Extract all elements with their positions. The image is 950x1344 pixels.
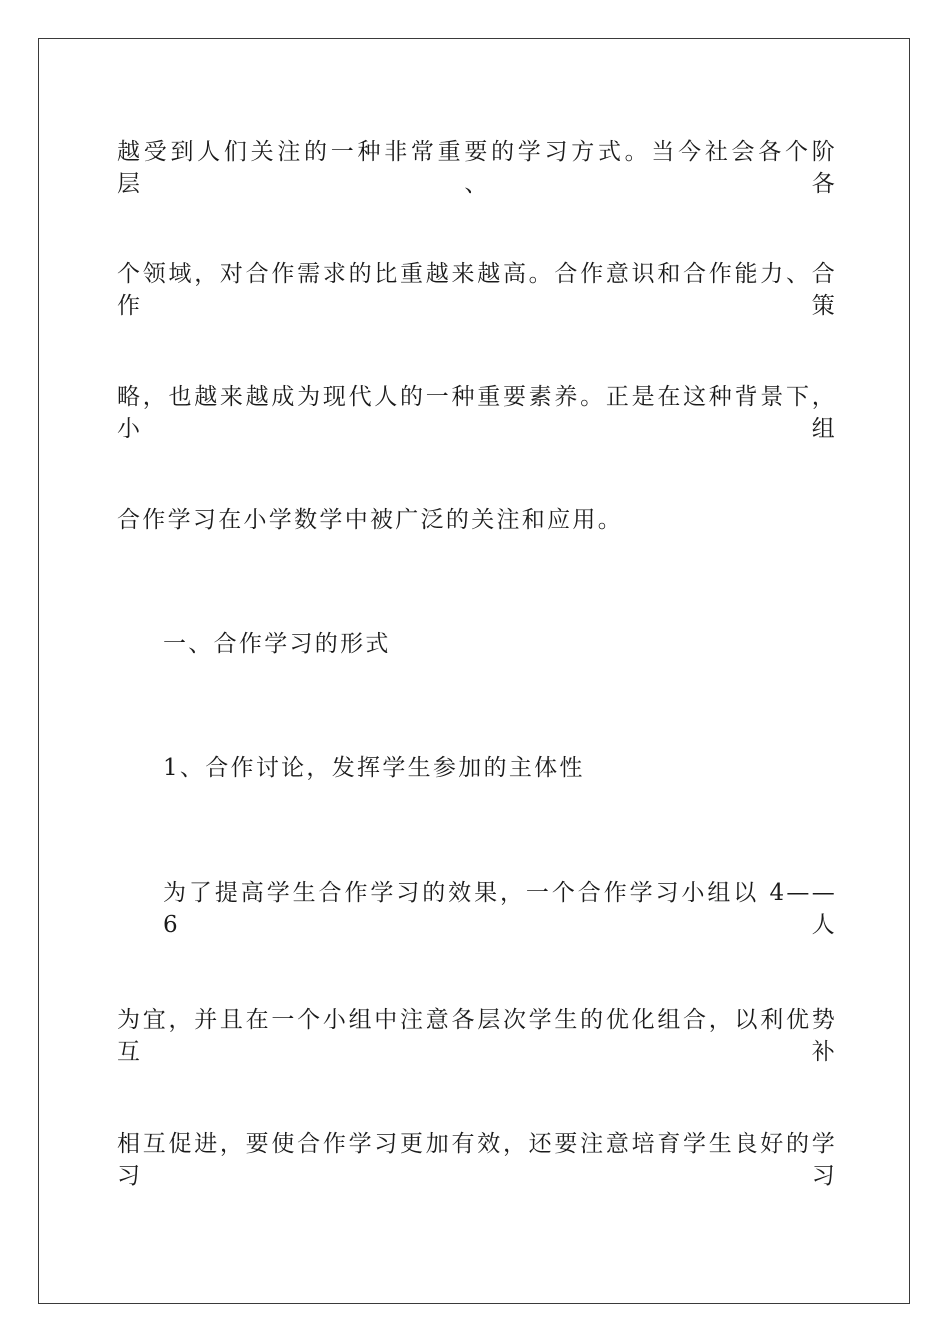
section-heading: 一、合作学习的形式 xyxy=(163,631,391,657)
page-border xyxy=(38,38,910,1304)
body-text-line: 略，也越来越成为现代人的一种重要素养。正是在这种背景下，小组 xyxy=(117,384,837,442)
body-text-line: 相互促进，要使合作学习更加有效，还要注意培育学生良好的学习习 xyxy=(117,1131,837,1189)
body-text-line: 为宜，并且在一个小组中注意各层次学生的优化组合，以利优势互补 xyxy=(117,1007,837,1065)
body-text-line: 越受到人们关注的一种非常重要的学习方式。当今社会各个阶层、各 xyxy=(117,139,837,197)
subsection-heading: 1、合作讨论，发挥学生参加的主体性 xyxy=(163,755,585,781)
body-text-line: 合作学习在小学数学中被广泛的关注和应用。 xyxy=(117,507,623,533)
body-text-line: 为了提高学生合作学习的效果，一个合作学习小组以 4——6 人 xyxy=(163,880,837,938)
body-text-line: 个领域，对合作需求的比重越来越高。合作意识和合作能力、合作策 xyxy=(117,261,837,319)
